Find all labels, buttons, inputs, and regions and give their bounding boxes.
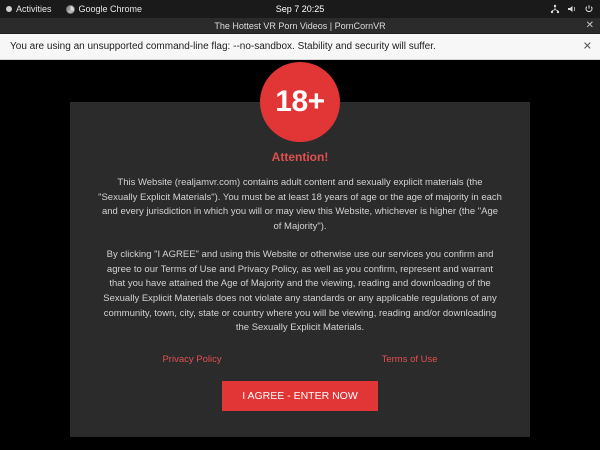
volume-icon [567,4,577,14]
modal-paragraph-1: This Website (realjamvr.com) contains adult content and sexually explicit materials (the "Sexually Explicit Materials"). You must be at least 18 years of age or the age of majority in each and every jurisdiction in which you will or may view this Website, whichever is higher (the "Age of Majority"). [98,177,502,233]
system-status-area[interactable] [550,4,594,14]
network-icon [550,4,560,14]
age-verification-modal [70,85,530,437]
taskbar-item-label: Google Chrome [78,4,143,14]
modal-paragraph-2: By clicking "I AGREE" and using this Website or otherwise use our services you confirm and agree to our Terms of Use and Privacy Policy, as well as you confirm, represent and warrant that you have attained the Age of Majority and the viewing, reading and downloading of the Sexually Explicit Materials does not violate any standards or any applicable regulations of any community, town, city, state or country where you will be viewing, reading and/or downloading the Sexually Explicit Materials. [103,248,497,334]
command-line-flag-infobar [0,34,600,60]
system-clock[interactable]: Sep 7 20:25 [275,4,325,14]
modal-links [98,354,502,365]
terms-of-use-link[interactable]: Terms of Use [381,354,438,366]
activities-button[interactable] [6,4,52,14]
agree-enter-button[interactable]: I AGREE - ENTER NOW [222,381,378,411]
infobar-message: You are using an unsupported command-line flag: --no-sandbox. Stability and security will suffer. [10,41,436,52]
window-close-button[interactable]: ✕ [585,19,594,31]
privacy-policy-link[interactable]: Privacy Policy [162,354,222,366]
taskbar-item-google-chrome[interactable] [66,4,143,14]
browser-titlebar [0,18,600,34]
power-icon [584,4,594,14]
system-top-bar [0,0,600,18]
modal-heading: Attention! [271,150,329,164]
age-badge: 18+ [260,62,340,142]
chrome-icon [66,5,75,14]
page-content [0,60,600,450]
infobar-close-button[interactable]: ✕ [582,40,592,52]
top-bar-left-group [6,4,142,14]
window-title: The Hottest VR Porn Videos | PornCornVR [214,20,386,31]
activities-label: Activities [16,4,52,14]
activities-icon [6,6,12,12]
